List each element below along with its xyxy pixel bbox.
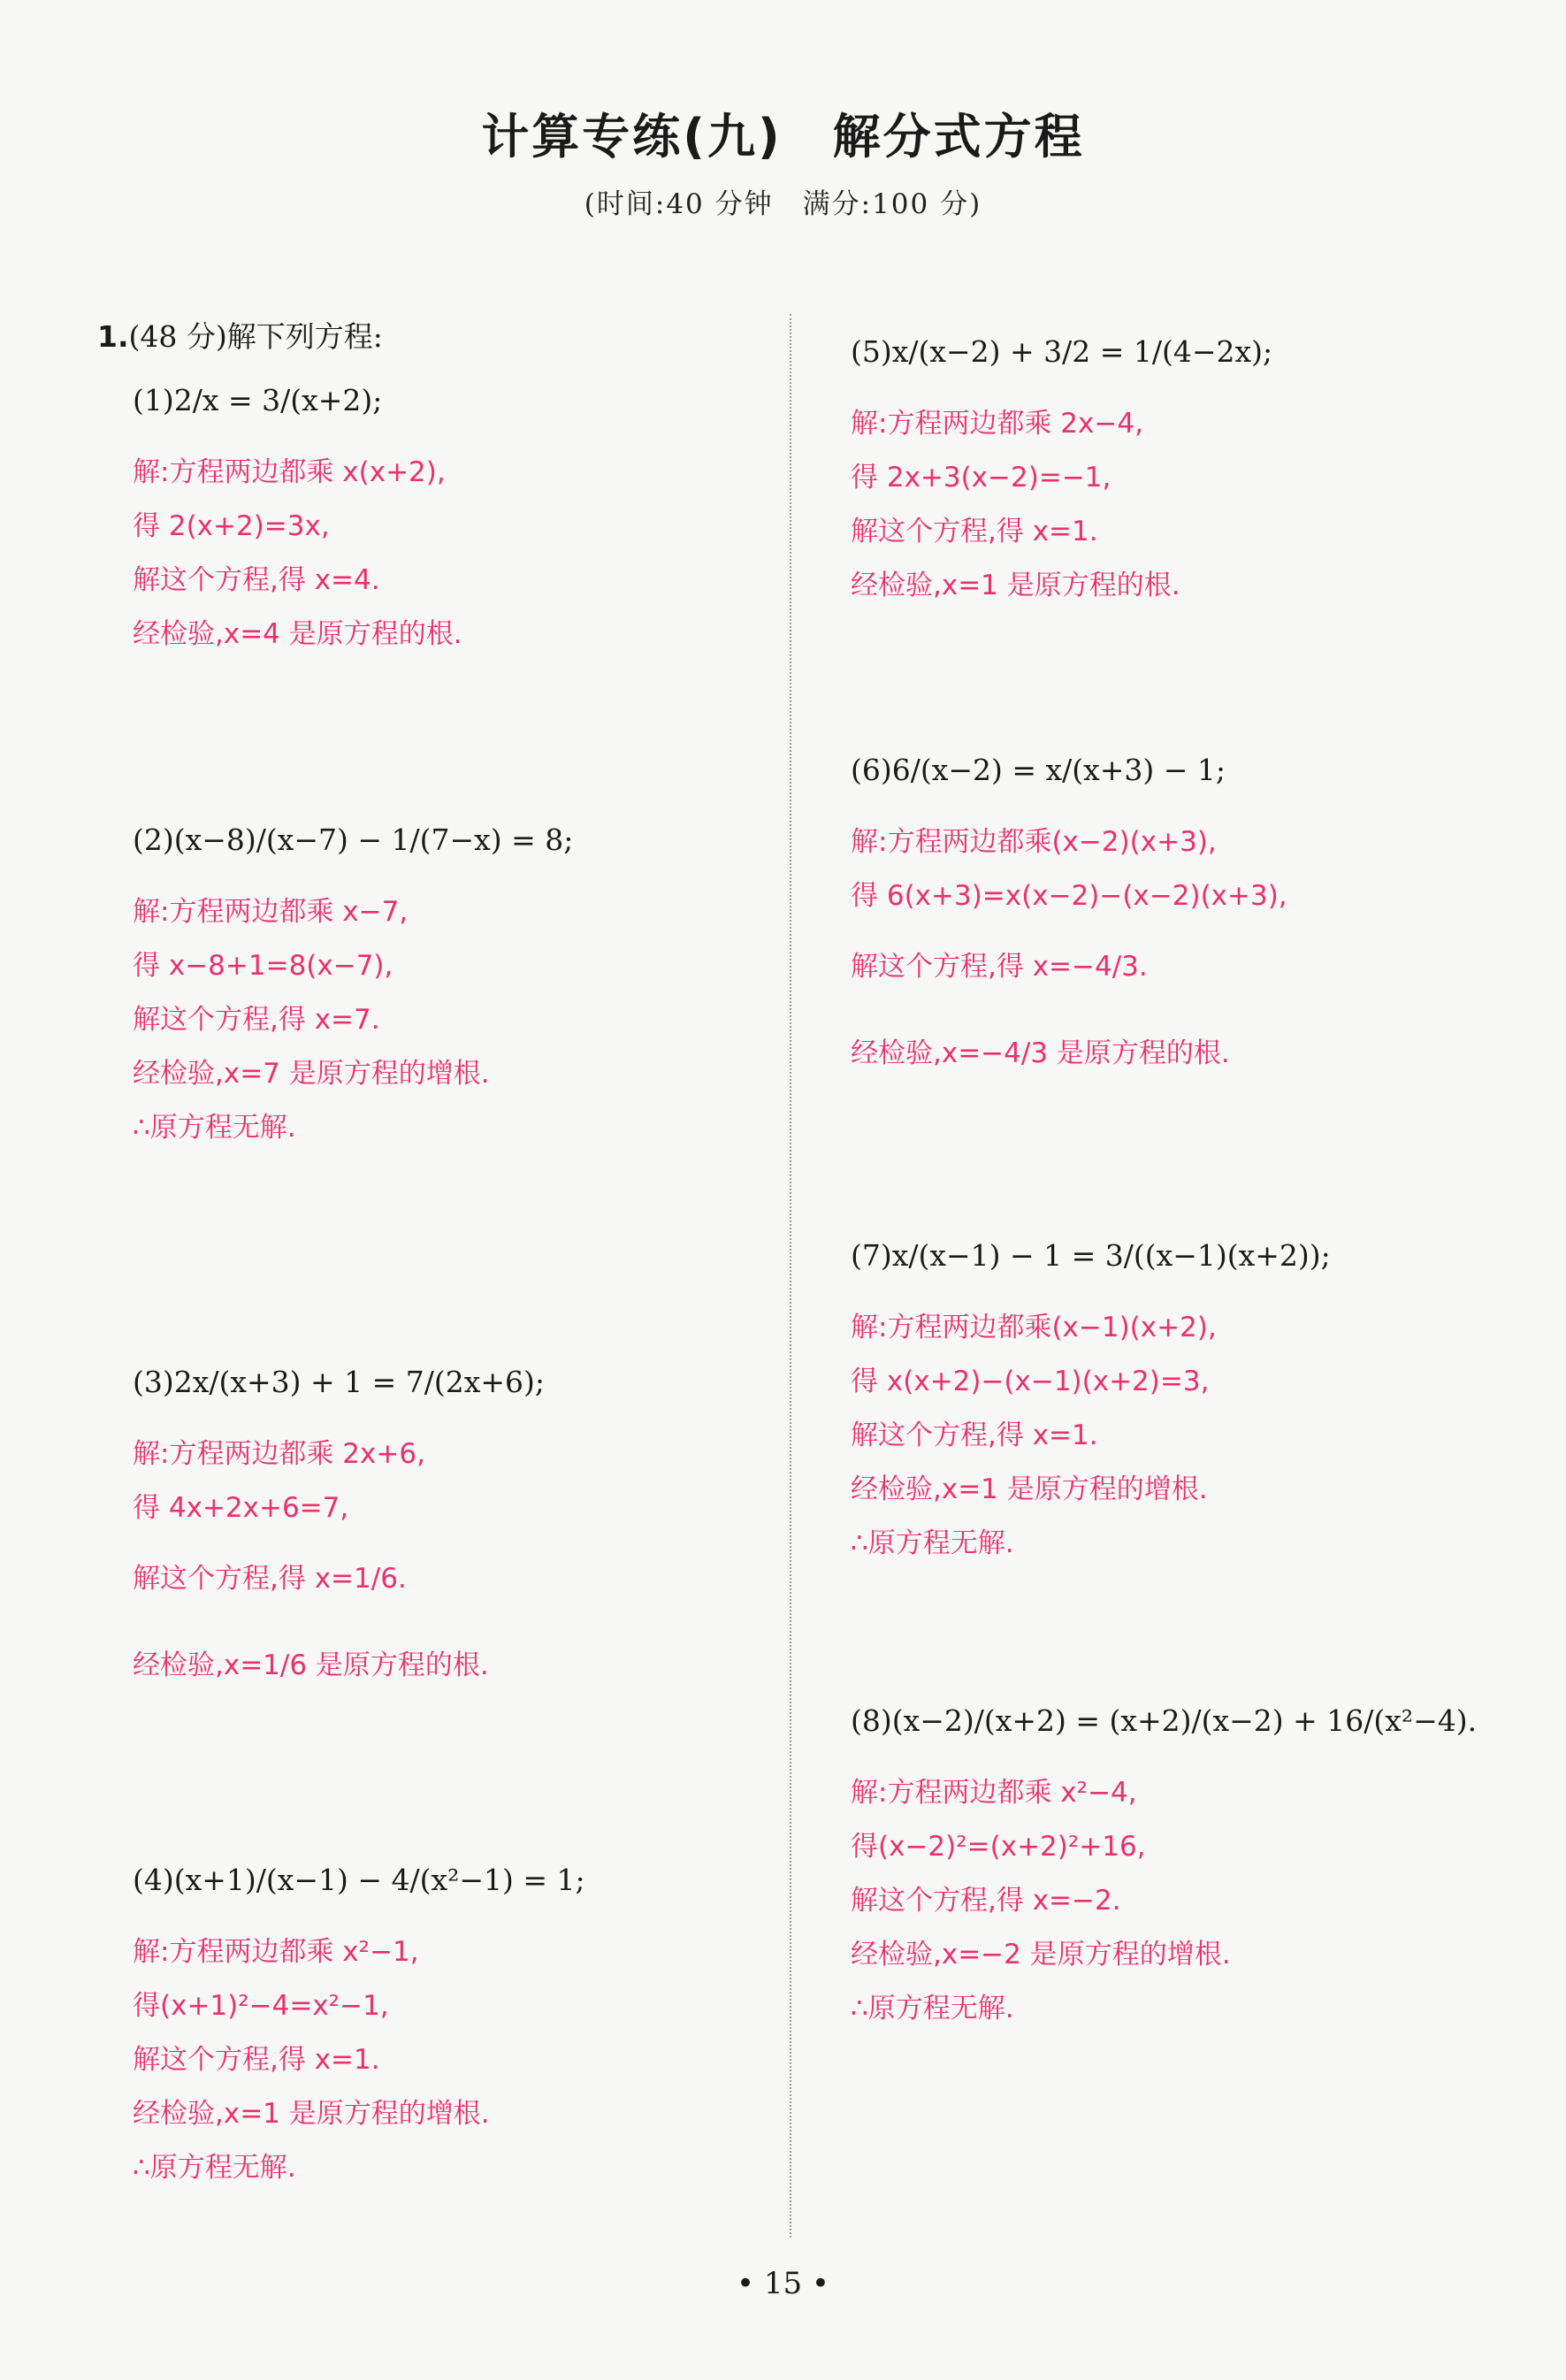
solution-step: 经检验,x=1 是原方程的增根. bbox=[133, 2098, 490, 2130]
equation-text: x/(x−2) + 3/2 = 1/(4−2x); bbox=[891, 333, 1273, 369]
equation-text: x/(x−1) − 1 = 3/((x−1)(x+2)); bbox=[891, 1237, 1331, 1273]
solution-step: 经检验,x=7 是原方程的增根. bbox=[133, 1058, 490, 1090]
equation-text: 6/(x−2) = x/(x+3) − 1; bbox=[891, 752, 1226, 787]
equation-text: (x+1)/(x−1) − 4/(x²−1) = 1; bbox=[173, 1862, 585, 1897]
solution-step: 经检验,x=−2 是原方程的增根. bbox=[851, 1939, 1231, 1971]
solution-step: 解:方程两边都乘 x−7, bbox=[133, 896, 409, 928]
solution-step: 得 2x+3(x−2)=−1, bbox=[851, 462, 1111, 494]
solution-step: 经检验,x=1 是原方程的根. bbox=[851, 570, 1180, 601]
problem-label: (8) bbox=[851, 1703, 892, 1738]
question-text: (48 分)解下列方程: bbox=[128, 319, 383, 354]
problem-label: (7) bbox=[851, 1237, 892, 1273]
solution-step: 得 2(x+2)=3x, bbox=[133, 510, 330, 542]
solution-step: 解:方程两边都乘(x−1)(x+2), bbox=[851, 1312, 1217, 1343]
solution-step: 解:方程两边都乘 x²−1, bbox=[133, 1936, 419, 1968]
solution-step: 经检验,x=1/6 是原方程的根. bbox=[133, 1649, 489, 1681]
solution-step: 解:方程两边都乘 2x−4, bbox=[851, 408, 1143, 440]
equation-text: 2x/(x+3) + 1 = 7/(2x+6); bbox=[173, 1364, 545, 1399]
equation-text: 2/x = 3/(x+2); bbox=[173, 382, 383, 417]
problem-equation bbox=[133, 354, 805, 446]
solution-step: 得(x−2)²=(x+2)²+16, bbox=[851, 1831, 1146, 1863]
problem-2 bbox=[133, 793, 805, 1155]
solution-step: 经检验,x=−4/3 是原方程的根. bbox=[851, 1037, 1230, 1069]
problem-equation bbox=[851, 1209, 1523, 1301]
solution-step: ∴原方程无解. bbox=[133, 1112, 296, 1144]
solution bbox=[851, 815, 1523, 1097]
solution-step: ∴原方程无解. bbox=[133, 2152, 296, 2184]
solution-step: 解这个方程,得 x=1/6. bbox=[133, 1563, 407, 1595]
solution bbox=[851, 1766, 1523, 2036]
problem-equation bbox=[851, 1674, 1523, 1766]
solution bbox=[133, 885, 805, 1155]
solution-step: 得(x+1)²−4=x²−1, bbox=[133, 1990, 389, 2022]
solution bbox=[133, 1427, 805, 1709]
solution bbox=[133, 446, 805, 662]
question-heading bbox=[97, 314, 383, 356]
solution bbox=[851, 397, 1523, 613]
problem-1 bbox=[133, 354, 805, 662]
problem-5 bbox=[851, 305, 1523, 613]
solution-step: 得 x(x+2)−(x−1)(x+2)=3, bbox=[851, 1366, 1210, 1397]
problem-4 bbox=[133, 1833, 805, 2195]
solution-step: 得 4x+2x+6=7, bbox=[133, 1492, 349, 1524]
problem-7 bbox=[851, 1209, 1523, 1571]
problem-label: (6) bbox=[851, 752, 892, 787]
problem-equation bbox=[851, 723, 1523, 815]
problem-equation bbox=[851, 305, 1523, 397]
page-subtitle: (时间:40 分钟 满分:100 分) bbox=[584, 188, 982, 220]
solution-step: 解这个方程,得 x=1. bbox=[851, 1420, 1098, 1451]
solution-step: 解这个方程,得 x=4. bbox=[133, 564, 380, 596]
problem-8 bbox=[851, 1674, 1523, 2036]
solution-step: 解这个方程,得 x=−4/3. bbox=[851, 951, 1148, 983]
solution-step: 解这个方程,得 x=1. bbox=[851, 516, 1098, 547]
solution bbox=[851, 1301, 1523, 1571]
problem-equation bbox=[133, 1833, 805, 1925]
solution-step: 解这个方程,得 x=7. bbox=[133, 1004, 380, 1036]
solution-step: 解这个方程,得 x=−2. bbox=[851, 1885, 1121, 1917]
problem-label: (3) bbox=[133, 1364, 174, 1399]
solution-step: ∴原方程无解. bbox=[851, 1527, 1014, 1559]
problem-6 bbox=[851, 723, 1523, 1097]
problem-3 bbox=[133, 1335, 805, 1709]
solution-step: 得 x−8+1=8(x−7), bbox=[133, 950, 393, 982]
solution-step: 解:方程两边都乘 x²−4, bbox=[851, 1777, 1137, 1809]
equation-text: (x−8)/(x−7) − 1/(7−x) = 8; bbox=[173, 822, 574, 857]
solution-step: 解这个方程,得 x=1. bbox=[133, 2044, 380, 2076]
solution-step: 得 6(x+3)=x(x−2)−(x−2)(x+3), bbox=[851, 880, 1287, 912]
question-number: 1. bbox=[97, 319, 129, 354]
problem-equation bbox=[133, 1335, 805, 1427]
solution-step: 经检验,x=1 是原方程的增根. bbox=[851, 1473, 1208, 1505]
problem-label: (5) bbox=[851, 333, 892, 369]
page-number: • 15 • bbox=[737, 2266, 829, 2301]
solution-step: 解:方程两边都乘 x(x+2), bbox=[133, 456, 446, 488]
problem-label: (4) bbox=[133, 1862, 174, 1897]
solution bbox=[133, 1925, 805, 2195]
solution-step: 解:方程两边都乘 2x+6, bbox=[133, 1438, 425, 1470]
problem-equation bbox=[133, 793, 805, 885]
equation-text: (x−2)/(x+2) = (x+2)/(x−2) + 16/(x²−4). bbox=[891, 1703, 1478, 1738]
solution-step: 解:方程两边都乘(x−2)(x+3), bbox=[851, 826, 1217, 858]
page-title: 计算专练(九) 解分式方程 bbox=[481, 109, 1085, 165]
solution-step: 经检验,x=4 是原方程的根. bbox=[133, 618, 462, 650]
problem-label: (2) bbox=[133, 822, 174, 857]
problem-label: (1) bbox=[133, 382, 174, 417]
solution-step: ∴原方程无解. bbox=[851, 1993, 1014, 2024]
